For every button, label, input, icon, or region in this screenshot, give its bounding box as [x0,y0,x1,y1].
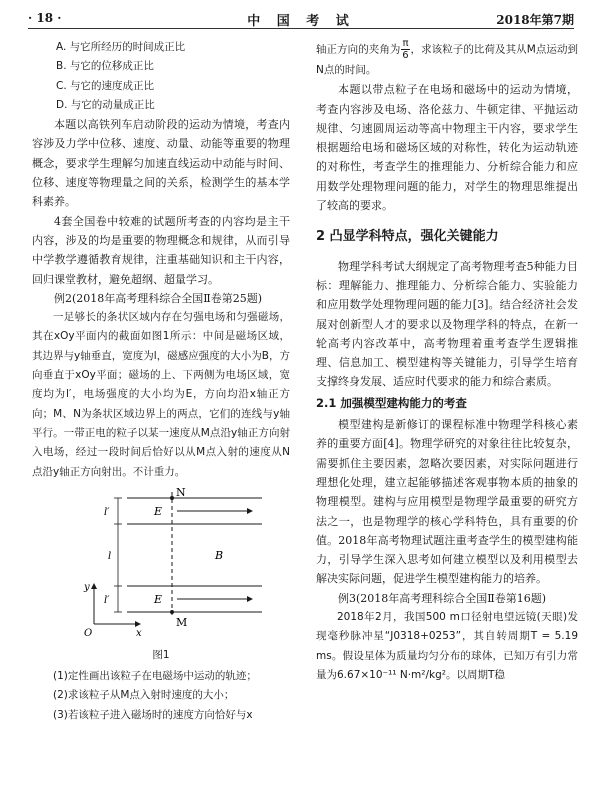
subsection-heading: 2.1 加强模型建构能力的考查 [316,395,467,410]
option-d: D. 与它的动量成正比 [56,98,155,111]
y-axis-label: y [84,581,90,593]
point-n-label: N [176,485,186,499]
question-text: 一足够长的条状区域内存在匀强电场和匀强磁场，其在xOy平面内的截面如图1所示：中间是磁场区域，其边界与y轴垂直，宽度为l，磁感应强度的大小为B，方向垂直于xOy平面；磁场的上、下两侧为电场区域，宽度均为l′，电场强度的大小均为E，方向均沿x轴正方向；M、N为条状区域边界上的两点，它们的连线与y轴平行。一带正电的粒子以某一速度从M点沿y轴正方向射入电场，经过一段时间后恰好以从M点入射的速度从N点沿y轴正方向射出。不计重力。 [32,311,290,478]
question-part: (3)若该粒子进入磁场时的速度方向恰好与x [53,708,253,721]
e-field-top-label: E [154,504,163,518]
width-l: l [108,550,112,562]
example-heading: 例2(2018年高考理科综合全国Ⅱ卷第25题) [54,291,263,305]
question-part: (1)定性画出该粒子在电磁场中运动的轨迹； [53,670,257,683]
option-a: A. 与它所经历的时间成正比 [56,41,186,53]
field-diagram [32,486,290,644]
paragraph: 本题以高铁列车启动阶段的运动为情境，考查内容涉及力学中位移、速度、动量、动能等重要的物理概念，要求学生理解匀加速直线运动中动能与时间、位移、速度等物理量之间的关系，检测学生的基本学科素养。 [32,118,290,209]
question-text: 轴正方向的夹角为 [316,43,401,56]
figure-1 [32,486,290,644]
e-field-bottom-label: E [154,592,163,606]
figure-caption: 图1 [152,648,170,661]
example-heading: 例3(2018年高考理科综合全国Ⅱ卷第16题) [338,591,547,605]
paragraph: 物理学科考试大纲规定了高考物理考查5种能力目标：理解能力、推理能力、分析综合能力、实验能力和应用数学处理物理问题的能力[3]。结合经济社会发展对创新型人才的要求以及物理学科的特点，在新一轮高考内容改革中，高考物理着重考查学生逻辑推理、信息加工、模型建构等关键能力，引导学生培育支撑终身发展、适应时代要求的能力和综合素质。 [316,259,578,389]
question-part: (2)求该粒子从M点入射时速度的大小； [53,689,235,702]
right-column [316,38,578,685]
question-text: ，求该粒子的比荷及其从M点运动到N点的时间。 [316,43,578,76]
x-axis-label: x [136,627,142,639]
journal-title: 中 国 考 试 [247,14,355,29]
issue-label: 2018年第7期 [496,13,574,27]
paragraph: 4套全国卷中较难的试题所考查的内容均是主干内容，涉及的均是重要的物理概念和规律，从而引导中学教学遵循教育规律，注重基础知识和主干内容，回归课堂教材，避免超纲、超量学习。 [32,214,290,286]
option-c: C. 与它的速度成正比 [56,79,155,92]
question-text: 2018年2月，我国500 m口径射电望远镜(天眼)发现毫秒脉冲星“J0318+0253”，其自转周期T = 5.19 ms。假设星体为质量均匀分布的球体，已知万有引力常量为6.67×10⁻¹¹ N·m²/kg²。以周期T稳 [316,611,578,681]
page-header [28,8,574,28]
fraction [401,38,409,61]
point-m-label: M [176,615,188,629]
question-continuation [316,38,578,80]
page-number: · 18 · [28,11,62,25]
fraction-denominator: 6 [402,50,409,61]
b-field-label: B [215,548,224,562]
paragraph: 模型建构是新修订的课程标准中物理学科核心素养的重要方面[4]。物理学研究的对象往往比较复杂，需要抓住主要因素，忽略次要因素，对实际问题进行理想化处理，建立起能够描述客观事物本质的抽象的物理模型。建构与应用模型是物理学最重要的研究方法之一，也是物理学的核心学科特色，具有重要的价值。2018年高考物理试题注重考查学生的模型建构能力，引导学生深入思考如何建立模型以及利用模型去解决实际问题，促进学生模型建构能力的培养。 [316,418,578,586]
header-rule [28,28,574,29]
fraction-numerator: π [402,38,409,49]
section-heading: 2 凸显学科特点，强化关键能力 [316,229,499,245]
option-b: B. 与它的位移成正比 [56,60,154,73]
width-lprime-top: l′ [104,506,110,518]
origin-label: O [84,627,93,639]
paragraph: 本题以带点粒子在电场和磁场中的运动为情境，考查内容涉及电场、洛伦兹力、牛顿定律、平抛运动规律、匀速圆周运动等高中物理主干内容，要求学生根据题给电场和磁场区域的对称性，转化为运动轨迹的对称性，考查学生的推理能力、分析综合能力和应用数学处理物理问题的能力，对学生的物理思维提出了较高的要求。 [316,83,578,213]
width-lprime-bottom: l′ [104,594,110,606]
left-column [32,38,290,725]
